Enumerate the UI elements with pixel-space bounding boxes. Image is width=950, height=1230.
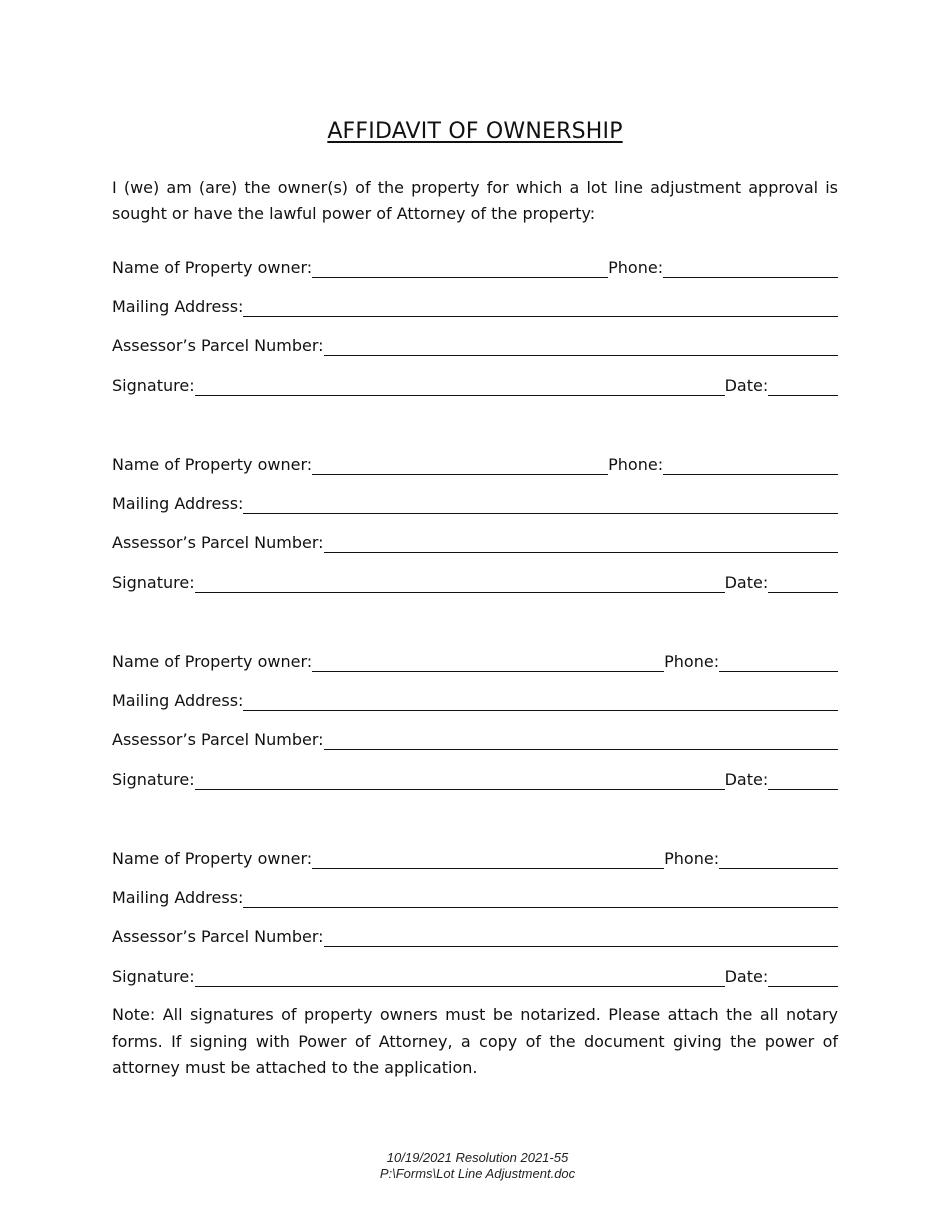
owner-name-row [112,252,838,278]
parcel-number-field[interactable] [324,532,838,553]
intro-paragraph: I (we) am (are) the owner(s) of the property for which a lot line adjustment approval is sought or have the lawful power of Attorney of the property: [112,178,838,223]
owner-name-field[interactable] [312,454,608,475]
signature-row [112,567,838,593]
parcel-number-label: Assessor’s Parcel Number: [112,336,324,355]
owner-name-field[interactable] [312,651,664,672]
mailing-address-label: Mailing Address: [112,691,244,710]
parcel-number-row [112,527,838,553]
mailing-address-field[interactable] [243,296,838,317]
parcel-number-label: Assessor’s Parcel Number: [112,927,324,946]
phone-field[interactable] [719,651,838,672]
signature-row [112,961,838,987]
parcel-number-field[interactable] [324,729,838,750]
phone-field[interactable] [663,257,838,278]
signature-field[interactable] [195,572,725,593]
date-field[interactable] [768,375,838,396]
parcel-number-row [112,724,838,750]
mailing-address-row [112,685,838,711]
parcel-number-label: Assessor’s Parcel Number: [112,730,324,749]
date-label: Date: [724,770,769,789]
signature-field[interactable] [195,769,725,790]
owner-name-label: Name of Property owner: [112,455,313,474]
owner-name-label: Name of Property owner: [112,652,313,671]
signature-label: Signature: [112,376,195,395]
signature-label: Signature: [112,967,195,986]
phone-field[interactable] [663,454,838,475]
phone-label: Phone: [608,258,664,277]
date-field[interactable] [768,769,838,790]
date-label: Date: [724,376,769,395]
footer-file-path: P:\Forms\Lot Line Adjustment.doc [379,1166,576,1181]
signature-label: Signature: [112,770,195,789]
signature-row [112,764,838,790]
phone-label: Phone: [664,849,720,868]
owner-name-row [112,449,838,475]
mailing-address-field[interactable] [243,690,838,711]
footer-resolution: 10/19/2021 Resolution 2021-55 [386,1150,569,1165]
owner-name-label: Name of Property owner: [112,258,313,277]
phone-label: Phone: [664,652,720,671]
page-footer [0,1150,950,1182]
mailing-address-label: Mailing Address: [112,888,244,907]
phone-field[interactable] [719,848,838,869]
parcel-number-row [112,921,838,947]
signature-field[interactable] [195,375,725,396]
page-title: AFFIDAVIT OF OWNERSHIP [327,119,623,144]
date-field[interactable] [768,966,838,987]
parcel-number-label: Assessor’s Parcel Number: [112,533,324,552]
mailing-address-field[interactable] [243,493,838,514]
mailing-address-row [112,488,838,514]
signature-field[interactable] [195,966,725,987]
date-label: Date: [724,967,769,986]
date-field[interactable] [768,572,838,593]
notarization-note: Note: All signatures of property owners must be notarized. Please attach the all notary forms. If signing with Power of Attorney, a copy of the document giving the power of attorney must be attached to the application. [112,1005,838,1077]
owner-name-field[interactable] [312,848,664,869]
mailing-address-row [112,882,838,908]
signature-label: Signature: [112,573,195,592]
mailing-address-row [112,291,838,317]
parcel-number-field[interactable] [324,335,838,356]
owner-name-row [112,843,838,869]
mailing-address-label: Mailing Address: [112,297,244,316]
signature-row [112,370,838,396]
mailing-address-label: Mailing Address: [112,494,244,513]
parcel-number-row [112,330,838,356]
parcel-number-field[interactable] [324,926,838,947]
mailing-address-field[interactable] [243,887,838,908]
owner-name-row [112,646,838,672]
owner-name-field[interactable] [312,257,608,278]
phone-label: Phone: [608,455,664,474]
date-label: Date: [724,573,769,592]
owner-name-label: Name of Property owner: [112,849,313,868]
